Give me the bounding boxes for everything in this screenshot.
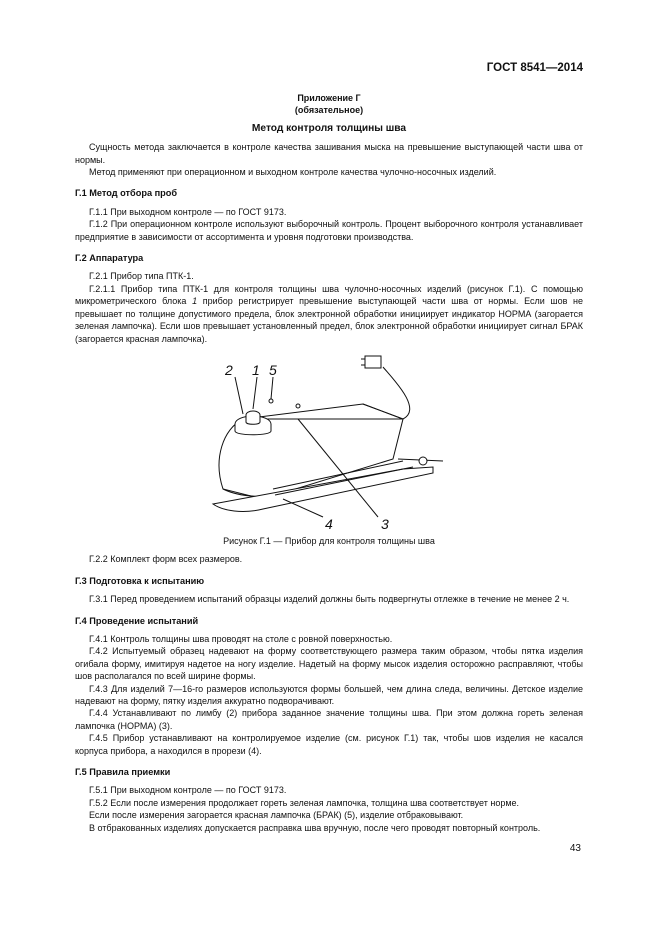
figure-label: 4 (325, 515, 333, 529)
paragraph: Г.4.1 Контроль толщины шва проводят на столе с ровной поверхностью. (89, 633, 393, 644)
paragraph: Г.2.1 Прибор типа ПТК-1. (89, 271, 194, 282)
paragraph: Г.3.1 Перед проведением испытаний образцы изделий должны быть подвергнуты отлежке в течение не менее 2 ч. (89, 594, 570, 605)
device-drawing (203, 349, 463, 529)
figure-g1 (75, 349, 583, 531)
appendix-subtitle: (обязательное) (294, 105, 364, 116)
paragraph: Г.4.5 Прибор устанавливают на контролируемое изделие (см. рисунок Г.1) так, чтобы шов изделия не касался корпуса прибора, а находился в прорези (4). (75, 733, 583, 756)
intro-paragraph: Метод применяют при операционном и выходном контроле качества чулочно-носочных изделий. (89, 167, 497, 178)
figure-label: 3 (381, 515, 389, 529)
paragraph: Г.4.2 Испытуемый образец надевают на форму соответствующего размера таким образом, чтобы пятка изделия огибала форму, имитируя надетое на ногу изделие. Надетый на форму мысок изделия осторожно расправляют, чтобы шов располагался по всей ширине формы. (75, 646, 583, 682)
paragraph: Если после измерения загорается красная лампочка (БРАК) (5), изделие отбраковывают. (89, 810, 464, 821)
method-heading: Метод контроля толщины шва (251, 122, 407, 134)
paragraph: Г.1.1 При выходном контроле — по ГОСТ 9173. (89, 206, 287, 217)
paragraph: Г.4.4 Устанавливают по лимбу (2) прибора заданное значение толщины шва. При этом должна гореть зеленая лампочка (НОРМА) (3). (75, 708, 583, 731)
page-number: 43 (569, 843, 581, 854)
figure-label: 1 (252, 361, 260, 378)
figure-caption: Рисунок Г.1 — Прибор для контроля толщины шва (223, 535, 435, 546)
appendix-title: Приложение Г (297, 93, 361, 103)
paragraph: В отбракованных изделиях допускается расправка шва вручную, после чего проводят повторный контроль. (89, 822, 541, 833)
appendix-body (75, 92, 583, 834)
section-g3-heading: Г.3 Подготовка к испытанию (75, 575, 205, 586)
figure-label: 2 (225, 361, 233, 378)
figure-label: 5 (269, 361, 277, 378)
section-g5-heading: Г.5 Правила приемки (75, 767, 171, 777)
paragraph: Г.4.3 Для изделий 7—16-го размеров используются формы большей, чем длина следа, величины. Детское изделие надевают на форму, пятку изделия аккуратно подворачивают. (75, 683, 583, 706)
paragraph: Г.2.2 Комплект форм всех размеров. (89, 554, 243, 565)
section-g4-heading: Г.4 Проведение испытаний (75, 615, 199, 626)
intro-paragraph: Сущность метода заключается в контроле качества зашивания мыска на превышение выступающей части шва от нормы. (75, 142, 583, 165)
paragraph: Г.5.2 Если после измерения продолжает гореть зеленая лампочка, толщина шва соответствует норме. (89, 797, 520, 808)
section-g1-heading: Г.1 Метод отбора проб (75, 188, 178, 199)
standard-code: ГОСТ 8541—2014 (486, 62, 583, 74)
paragraph: Г.1.2 При операционном контроле используют выборочный контроль. Процент выборочного контроля устанавливает предприятие в зависимости от ассортимента и уровня подготовки производства. (75, 219, 583, 242)
paragraph: Г.2.1.1 Прибор типа ПТК-1 для контроля толщины шва чулочно-носочных изделий (рисунок Г.1). С помощью микрометрического блока 1 прибор регистрирует превышение выступающей части шва от нормы. Если шов не превышает по толщине допустимого предела, блок электронной обработки инициирует индикатор НОРМА (загорается зеленая лампочка). Если шов превышает установленный предел, блок электронной обработки инициирует сигнал БРАК (загорается красная лампочка). (75, 283, 583, 344)
paragraph: Г.5.1 При выходном контроле — по ГОСТ 9173. (89, 785, 287, 796)
section-g2-heading: Г.2 Аппаратура (75, 253, 144, 264)
